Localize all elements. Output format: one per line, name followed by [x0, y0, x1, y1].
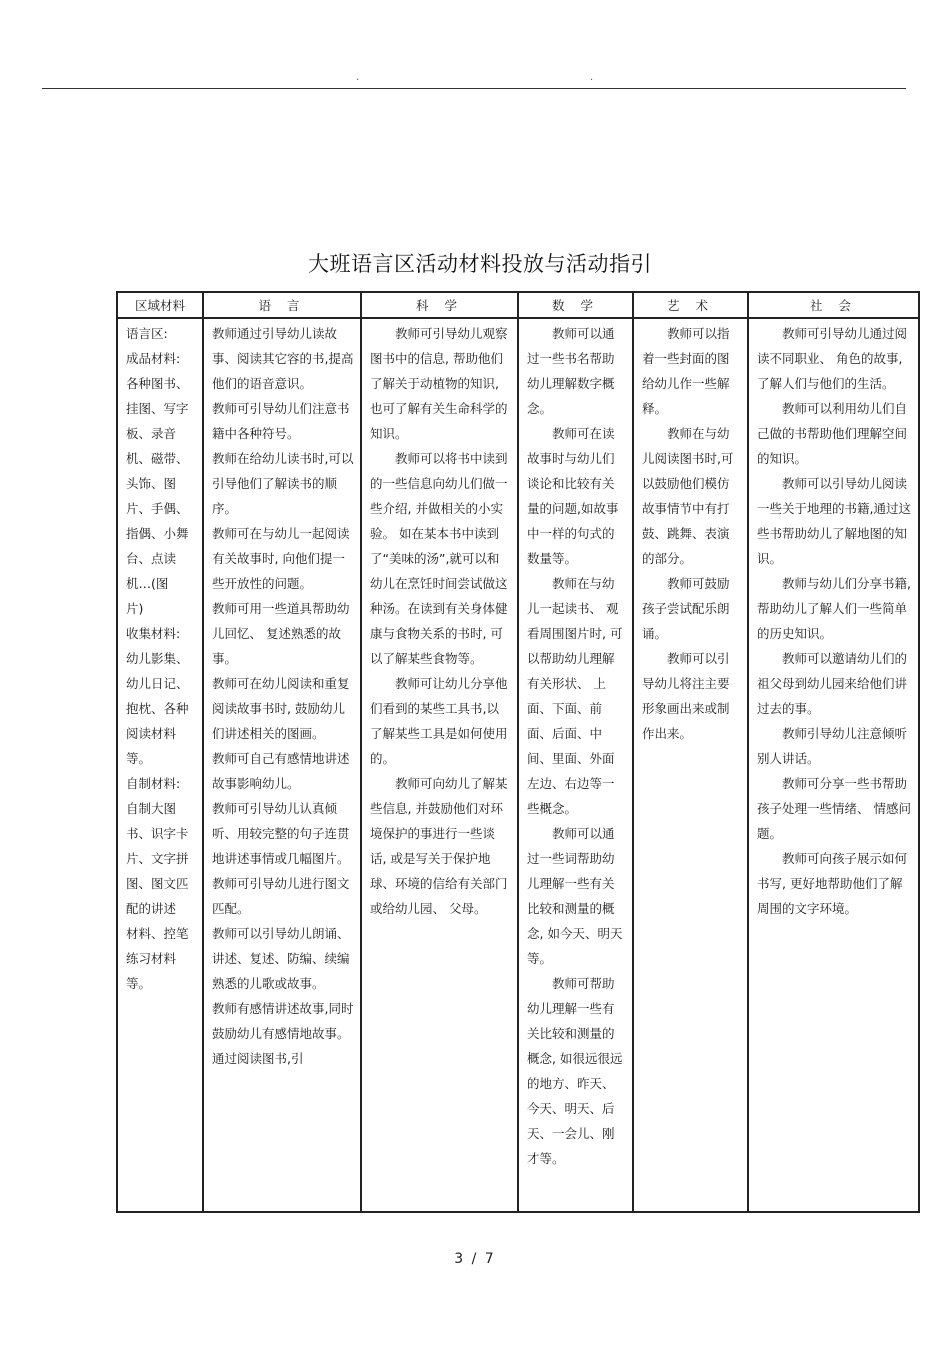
language-paragraph: 教师有感情讲述故事,同时鼓励幼儿有感情地故事。: [212, 1001, 354, 1041]
social-paragraph: 教师引导幼儿注意倾听别人讲话。: [757, 726, 908, 766]
material-line: 自制材料:: [126, 776, 181, 791]
language-paragraph: 教师可引导幼儿们注意书籍中各种符号。: [212, 401, 350, 441]
header-dot-right: .: [590, 72, 594, 83]
material-line: 抱枕、各种: [126, 701, 189, 716]
social-paragraphs: [749, 319, 918, 921]
math-paragraph: 教师可在读故事时与幼儿们谈论和比较有关量的问题,如故事中一样的句式的数量等。: [527, 426, 619, 566]
column-header-social: 社 会: [748, 292, 919, 318]
material-line: 幼儿日记、: [126, 676, 189, 691]
language-paragraph: 教师通过引导幼儿读故事、阅读其它容的书,提高他们的语音意识。: [212, 326, 354, 391]
math-paragraph: 教师可以通过一些词帮助幼儿理解一些有关比较和测量的概念, 如今天、明天等。: [527, 826, 623, 966]
activity-guide-table: [116, 291, 920, 1213]
material-line: 收集材料:: [126, 626, 181, 641]
social-cell: [748, 318, 919, 1212]
material-line: 机、磁带、: [126, 451, 189, 466]
document-title: 大班语言区活动材料投放与活动指引: [308, 252, 652, 276]
material-line: 片、手偶、: [126, 501, 189, 516]
social-paragraph: 教师可引导幼儿通过阅读不同职业、 角色的故事,了解人们与他们的生活。: [757, 326, 908, 391]
language-paragraph: 教师可在幼儿阅读和重复阅读故事书时, 鼓励幼儿们讲述相关的图画。: [212, 676, 350, 741]
language-cell: [203, 318, 361, 1212]
material-line: 图、图文匹: [126, 876, 189, 891]
math-paragraphs: [519, 319, 632, 1171]
language-paragraph: 教师可在与幼儿一起阅读有关故事时, 向他们提一些开放性的问题。: [212, 526, 350, 591]
science-cell: [361, 318, 518, 1212]
column-header-materials: 区域材料: [117, 292, 203, 318]
social-paragraph: 教师与幼儿们分享书籍,帮助幼儿了解人们一些简单的历史知识。: [757, 576, 911, 641]
material-line: 等。: [126, 751, 152, 766]
page-header-dots: [0, 72, 950, 86]
header-rule: [42, 88, 906, 89]
material-line: 成品材料:: [126, 351, 181, 366]
material-line: 挂图、写字: [126, 401, 189, 416]
social-paragraph: 教师可以引导幼儿阅读一些关于地理的书籍,通过这些书帮助幼儿了解地图的知识。: [757, 476, 911, 566]
social-paragraph: 教师可以利用幼儿们自己做的书帮助他们理解空间的知识。: [757, 401, 908, 466]
art-cell: [633, 318, 748, 1212]
material-line: 头饰、图: [126, 476, 177, 491]
math-paragraph: 教师可以通过一些书名帮助幼儿理解数字概念。: [527, 326, 615, 416]
art-paragraph: 教师可以指着一些封面的图给幼儿作一些解释。: [642, 326, 730, 416]
math-paragraph: 教师可帮助幼儿理解一些有关比较和测量的概念, 如很远很远的地方、昨天、今天、明天、后天、一会儿、刚才等。: [527, 976, 623, 1166]
material-line: 材料、控笔: [126, 926, 189, 941]
science-paragraph: 教师可让幼儿分享他们看到的某些工具书,以了解某些工具是如何使用的。: [370, 676, 508, 766]
material-line: 各种图书、: [126, 376, 189, 391]
art-paragraphs: [634, 319, 747, 746]
social-paragraph: 教师可向孩子展示如何书写, 更好地帮助他们了解周围的文字环境。: [757, 851, 908, 916]
material-line: 指偶、小舞: [126, 526, 189, 541]
material-line: 配的讲述: [126, 901, 177, 916]
material-line: 阅读材料: [126, 726, 177, 741]
language-paragraph: 教师可用一些道具帮助幼儿回忆、 复述熟悉的故事。: [212, 601, 350, 666]
language-paragraphs: [204, 319, 360, 1071]
materials-cell: [117, 318, 203, 1212]
header-dot-left: .: [356, 72, 360, 83]
art-paragraph: 教师可以引导幼儿将注主要形象画出来或制作出来。: [642, 651, 730, 741]
material-line: 板、录音: [126, 426, 177, 441]
social-paragraph: 教师可以邀请幼儿们的祖父母到幼儿园来给他们讲过去的事。: [757, 651, 908, 716]
material-line: 语言区:: [126, 326, 168, 341]
art-paragraph: 教师可鼓励孩子尝试配乐朗诵。: [642, 576, 730, 641]
column-header-science: 科 学: [361, 292, 518, 318]
language-paragraph: 教师可自己有感情地讲述故事影响幼儿。: [212, 751, 350, 791]
math-paragraph: 教师在与幼儿一起读书、 观看周围图片时, 可以帮助幼儿理解有关形状、 上面、下面、前面、后面、中间、里面、外面左边、右边等一些概念。: [527, 576, 623, 816]
language-paragraph: 教师可引导幼儿进行图文匹配。: [212, 876, 350, 916]
material-line: 练习材料: [126, 951, 177, 966]
science-paragraph: 教师可引导幼儿观察图书中的信息, 帮助他们了解关于动植物的知识, 也可了解有关生命科学的知识。: [370, 326, 508, 441]
material-line: 片): [126, 601, 144, 616]
language-paragraph: 教师在给幼儿读书时,可以引导他们了解读书的顺序。: [212, 451, 354, 516]
science-paragraphs: [362, 319, 517, 921]
material-line: 幼儿影集、: [126, 651, 189, 666]
material-line: 台、点读: [126, 551, 177, 566]
column-header-math: 数 学: [518, 292, 633, 318]
table-content-row: [117, 318, 919, 1212]
science-paragraph: 教师可以将书中读到的一些信息向幼儿们做一些介绍, 并做相关的小实验。 如在某本书中读到了“美味的汤”,就可以和幼儿在烹饪时间尝试做这种汤。在读到有关身体健康与食物关系的书时, 可以了解某些食物等。: [370, 451, 508, 666]
table-header-row: [117, 292, 919, 318]
material-line: 自制大图: [126, 801, 177, 816]
language-paragraph: 教师可以引导幼儿朗诵、讲述、复述、防编、续编熟悉的儿歌或故事。: [212, 926, 350, 991]
math-cell: [518, 318, 633, 1212]
language-paragraph: 教师可引导幼儿认真倾听、用较完整的句子连贯地讲述事情或几幅图片。: [212, 801, 350, 866]
art-paragraph: 教师在与幼儿阅读图书时,可以鼓励他们模仿故事情节中有打鼓、跳舞、表演的部分。: [642, 426, 734, 566]
page-number: 3 / 7: [454, 1251, 496, 1267]
social-paragraph: 教师可分享一些书帮助孩子处理一些情绪、 情感问题。: [757, 776, 911, 841]
language-paragraph: 通过阅读图书,引: [212, 1051, 304, 1066]
science-paragraph: 教师可向幼儿了解某些信息, 并鼓励他们对环境保护的事进行一些谈话, 或是写关于保护地球、环境的信给有关部门或给幼儿园、 父母。: [370, 776, 508, 916]
material-line: 书、识字卡: [126, 826, 189, 841]
material-line: 等。: [126, 976, 152, 991]
materials-list: [118, 319, 202, 996]
column-header-language: 语 言: [203, 292, 361, 318]
material-line: 机…(图: [126, 576, 169, 591]
material-line: 片、文字拼: [126, 851, 189, 866]
column-header-art: 艺 术: [633, 292, 748, 318]
